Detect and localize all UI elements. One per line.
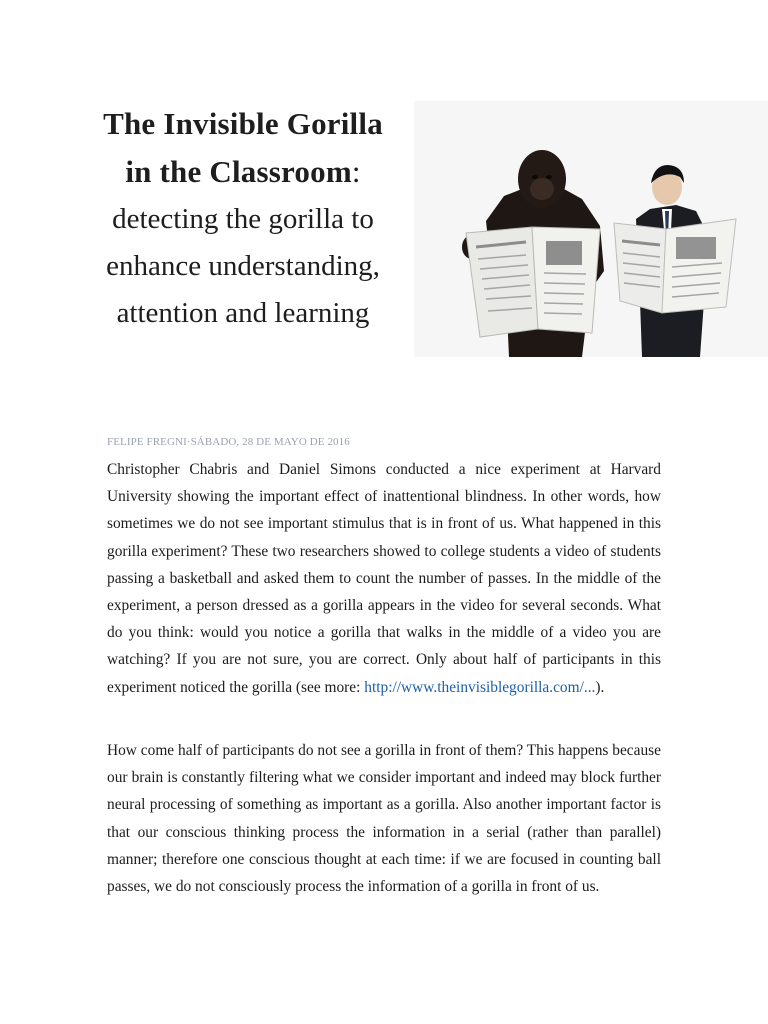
title-colon: :	[351, 154, 361, 189]
title-line-1: The Invisible Gorilla	[103, 106, 383, 141]
article-byline: FELIPE FREGNI·SÁBADO, 28 DE MAYO DE 2016	[107, 436, 350, 448]
title-block	[78, 100, 408, 337]
gorilla-website-link[interactable]: http://www.theinvisiblegorilla.com/...	[364, 678, 596, 696]
man-newspaper	[614, 219, 736, 313]
page-title	[78, 100, 408, 196]
page-subtitle: detecting the gorilla to enhance understanding, attention and learning	[106, 203, 380, 329]
article-paragraph-1	[107, 456, 661, 701]
article-paragraph-2: How come half of participants do not see a gorilla in front of them? This happens because our brain is constantly filtering what we consider important and indeed may block further neural processing of something as important as a gorilla. Also another important factor is that our conscious thinking process the information in a serial (rather than parallel) manner; therefore one conscious thought at each time: if we are focused in counting ball passes, we do not consciously process the information of a gorilla in front of us.	[107, 742, 661, 896]
photo-illustration	[414, 101, 768, 357]
gorilla-newspaper-photo	[414, 101, 768, 357]
paragraph-1-text: Christopher Chabris and Daniel Simons conducted a nice experiment at Harvard University showing the important effect of inattentional blindness. In other words, how sometimes we do not see important stimulus that is in front of us. What happened in this gorilla experiment? These two researchers showed to college students a video of students passing a basketball and asked them to count the number of passes. In the middle of the experiment, a person dressed as a gorilla appears in the video for several seconds. What do you think: would you notice a gorilla that walks in the middle of a video you are watching? If you are not sure, you are correct. Only about half of participants in this experiment noticed the gorilla (see more:	[107, 461, 661, 696]
gorilla-newspaper	[466, 227, 600, 337]
title-line-2: in the Classroom	[125, 154, 352, 189]
paragraph-1-tail: ).	[595, 678, 605, 696]
